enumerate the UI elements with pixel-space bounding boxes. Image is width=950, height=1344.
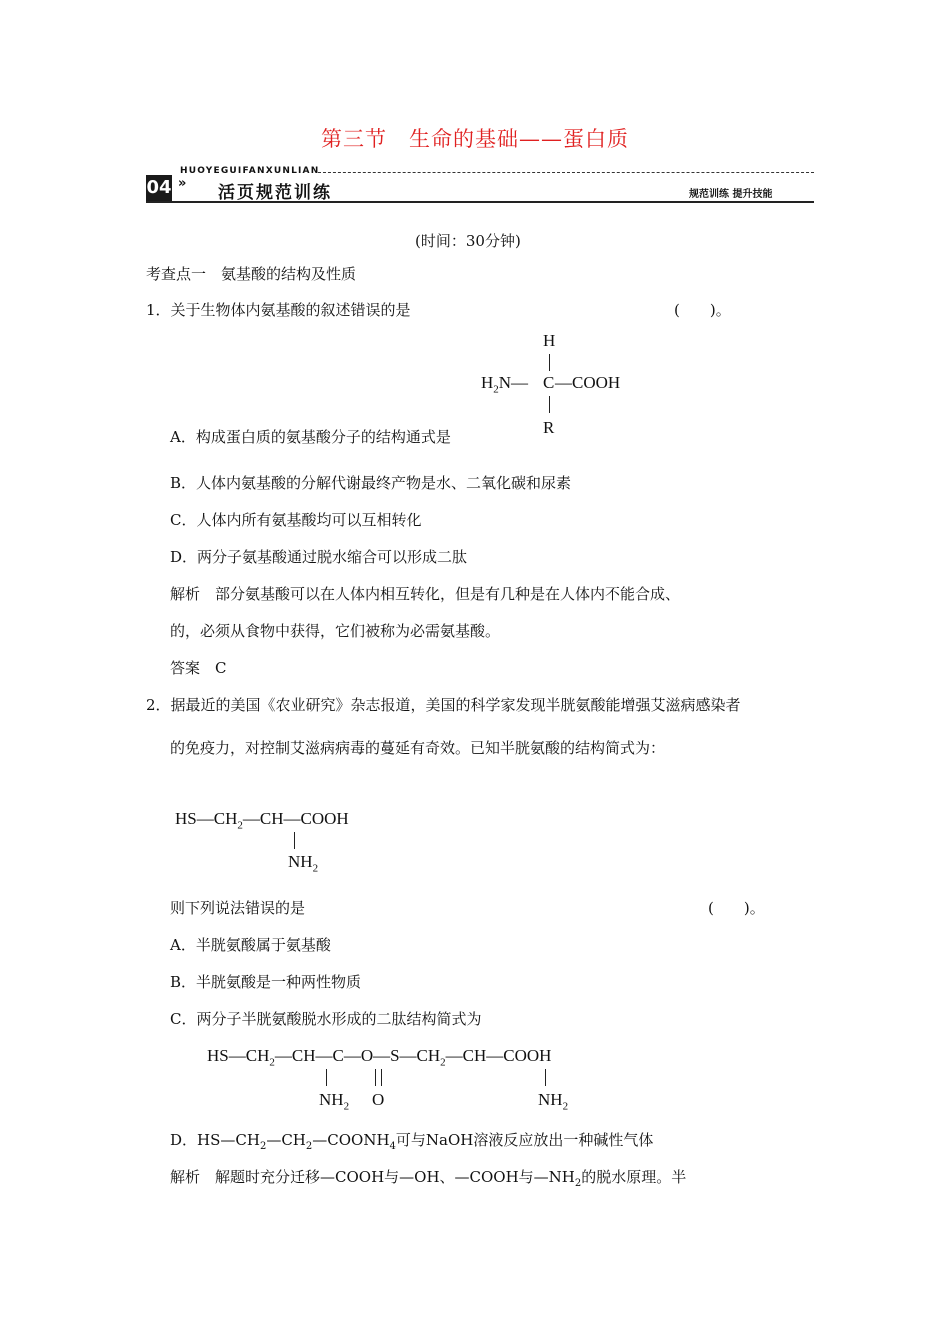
q2-option-c: C．两分子半胱氨酸脱水形成的二肽结构简式为 — [170, 1010, 482, 1028]
q2-stem-line2: 的免疫力，对控制艾滋病病毒的蔓延有奇效。已知半胱氨酸的结构简式为： — [170, 739, 666, 757]
q1-option-a: A．构成蛋白质的氨基酸分子的结构通式是 — [170, 428, 451, 446]
q2-dipeptide-amino-right: $NH_2$ — [538, 1090, 569, 1113]
q1-option-c: C．人体内所有氨基酸均可以互相转化 — [170, 511, 422, 529]
q1-stem: 1．关于生物体内氨基酸的叙述错误的是 — [146, 301, 411, 319]
q2-stem-line3: 则下列说法错误的是 — [170, 899, 306, 917]
section-heading: 考查点一 氨基酸的结构及性质 — [146, 265, 357, 283]
q2-option-d: D．$HS—CH_2—CH_2—COONH_4$可与NaOH溶液反应放出一种碱性气体 — [170, 1131, 654, 1152]
q1-formula-top-h: H — [543, 331, 556, 350]
banner-rule — [146, 201, 814, 203]
q1-formula-bond-bottom — [549, 396, 550, 413]
banner-slogan: 规范训练 提升技能 — [689, 189, 773, 200]
q1-option-d: D．两分子氨基酸通过脱水缩合可以形成二肽 — [170, 548, 468, 566]
q1-option-b: B．人体内氨基酸的分解代谢最终产物是水、二氧化碳和尿素 — [170, 474, 572, 492]
q1-formula-bond-top — [549, 354, 550, 371]
q1-answer-blank: ( )。 — [674, 301, 731, 319]
q2-dipeptide-bond-right — [545, 1069, 546, 1086]
q2-dipeptide-double-bond — [375, 1069, 382, 1086]
q1-answer: 答案 C — [170, 659, 227, 677]
banner-dotted-line — [318, 172, 814, 173]
banner-letters: HUOYEGUIFANXUNLIAN — [180, 166, 320, 176]
time-limit: (时间：30分钟) — [415, 232, 521, 250]
q2-analysis: 解析 解题时充分迁移—COOH与—OH、—COOH与$—NH_2$的脱水原理。半 — [170, 1168, 687, 1189]
q2-option-a: A．半胱氨酸属于氨基酸 — [170, 936, 331, 954]
page-title: 第三节 生命的基础——蛋白质 — [321, 127, 629, 151]
q1-analysis-line1: 解析 部分氨基酸可以在人体内相互转化，但是有几种是在人体内不能合成、 — [170, 585, 681, 603]
q1-formula-amino: $H_2N—$ — [481, 373, 529, 396]
chevron-right-icon: » — [178, 176, 187, 191]
q2-dipeptide-amino-left: $NH_2$ — [319, 1090, 350, 1113]
q2-formula-dipeptide: $HS—CH_2—CH—C—O—S—CH_2—CH—COOH$ — [207, 1046, 552, 1069]
q2-formula-bond — [294, 832, 295, 849]
section-number-badge: 04 — [146, 175, 172, 201]
q2-formula-amino: $NH_2$ — [288, 852, 319, 875]
banner-label: 活页规范训练 — [218, 183, 332, 203]
q1-formula-alpha-c: C — [543, 373, 555, 392]
q1-analysis-line2: 的，必须从食物中获得，它们被称为必需氨基酸。 — [170, 622, 501, 640]
q2-answer-blank: ( )。 — [708, 899, 765, 917]
q2-dipeptide-bond-left — [326, 1069, 327, 1086]
q2-option-b: B．半胱氨酸是一种两性物质 — [170, 973, 362, 991]
q2-dipeptide-carbonyl-o: O — [372, 1090, 385, 1109]
q2-formula-cysteine: $HS—CH_2—CH—COOH$ — [175, 809, 349, 832]
q1-formula-r-group: R — [543, 418, 555, 437]
q2-stem-line1: 2．据最近的美国《农业研究》杂志报道，美国的科学家发现半胱氨酸能增强艾滋病感染者 — [146, 696, 741, 714]
q1-formula-carboxyl: —COOH — [555, 373, 621, 392]
